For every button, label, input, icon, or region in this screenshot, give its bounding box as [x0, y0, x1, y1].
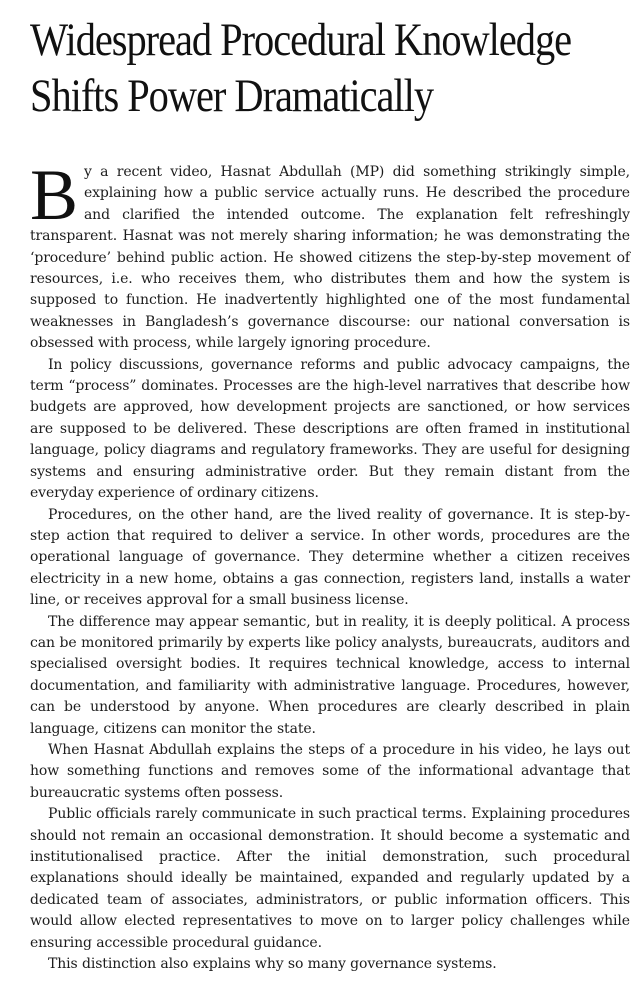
article-paragraph-2: In policy discussions, governance reforms and public advocacy campaigns, the term “process” dominates. Processes are the high-level narratives that describe how budgets are approved, how development projects are sanctioned, or how services are supposed to be delivered. These descriptions are often framed in institutional language, policy diagrams and regulatory frameworks. They are useful for designing systems and ensuring administrative order. But they remain distant from the everyday experience of ordinary citizens.: [30, 356, 630, 502]
headline-line-1: Widespread Procedural Knowledge: [30, 14, 572, 66]
headline: [30, 12, 572, 124]
article-body: [30, 155, 630, 975]
article-paragraph-7: This distinction also explains why so many governance systems.: [48, 956, 497, 973]
article-paragraph-3: Procedures, on the other hand, are the lived reality of governance. It is step-by-step action that required to deliver a service. In other words, procedures are the operational language of governance. They determine whether a citizen receives electricity in a new home, obtains a gas connection, registers land, installs a water line, or receives approval for a small business license.: [30, 506, 630, 609]
paragraph-text: y a recent video, Hasnat Abdullah (MP) did something strikingly simple, explaining how a public service actually runs. He described the procedure and clarified the intended outcome. The explanation felt refreshingly transparent. Hasnat was not merely sharing information; he was demonstrating the ‘procedure’ behind public action. He showed citizens the step-by-step movement of resources, i.e. who receives them, who distributes them and how the system is supposed to function. He inadvertently highlighted one of the most fundamental weaknesses in Bangladesh’s governance discourse: our national conversation is obsessed with process, while largely ignoring procedure.: [30, 164, 630, 352]
article-paragraph-6: Public officials rarely communicate in such practical terms. Explaining procedures should not remain an occasional demonstration. It should become a systematic and institutionalised practice. After the initial demonstration, such procedural explanations should ideally be maintained, expanded and regularly updated by a dedicated team of associates, administrators, or public information officers. This would allow elected representatives to move on to larger policy challenges while ensuring accessible procedural guidance.: [30, 806, 630, 951]
drop-cap: B: [30, 155, 78, 235]
headline-line-2: Shifts Power Dramatically: [30, 70, 434, 122]
article-paragraph-5: When Hasnat Abdullah explains the steps of a procedure in his video, he lays out how something functions and removes some of the informational advantage that bureaucratic systems often possess.: [30, 741, 630, 801]
article-paragraph-1: [30, 155, 630, 355]
article-paragraph-4: The difference may appear semantic, but in reality, it is deeply political. A process can be monitored primarily by experts like policy analysts, bureaucrats, auditors and specialised oversight bodies. It requires technical knowledge, access to internal documentation, and familiarity with administrative language. Procedures, however, can be understood by anyone. When procedures are clearly described in plain language, citizens can monitor the state.: [30, 613, 630, 737]
